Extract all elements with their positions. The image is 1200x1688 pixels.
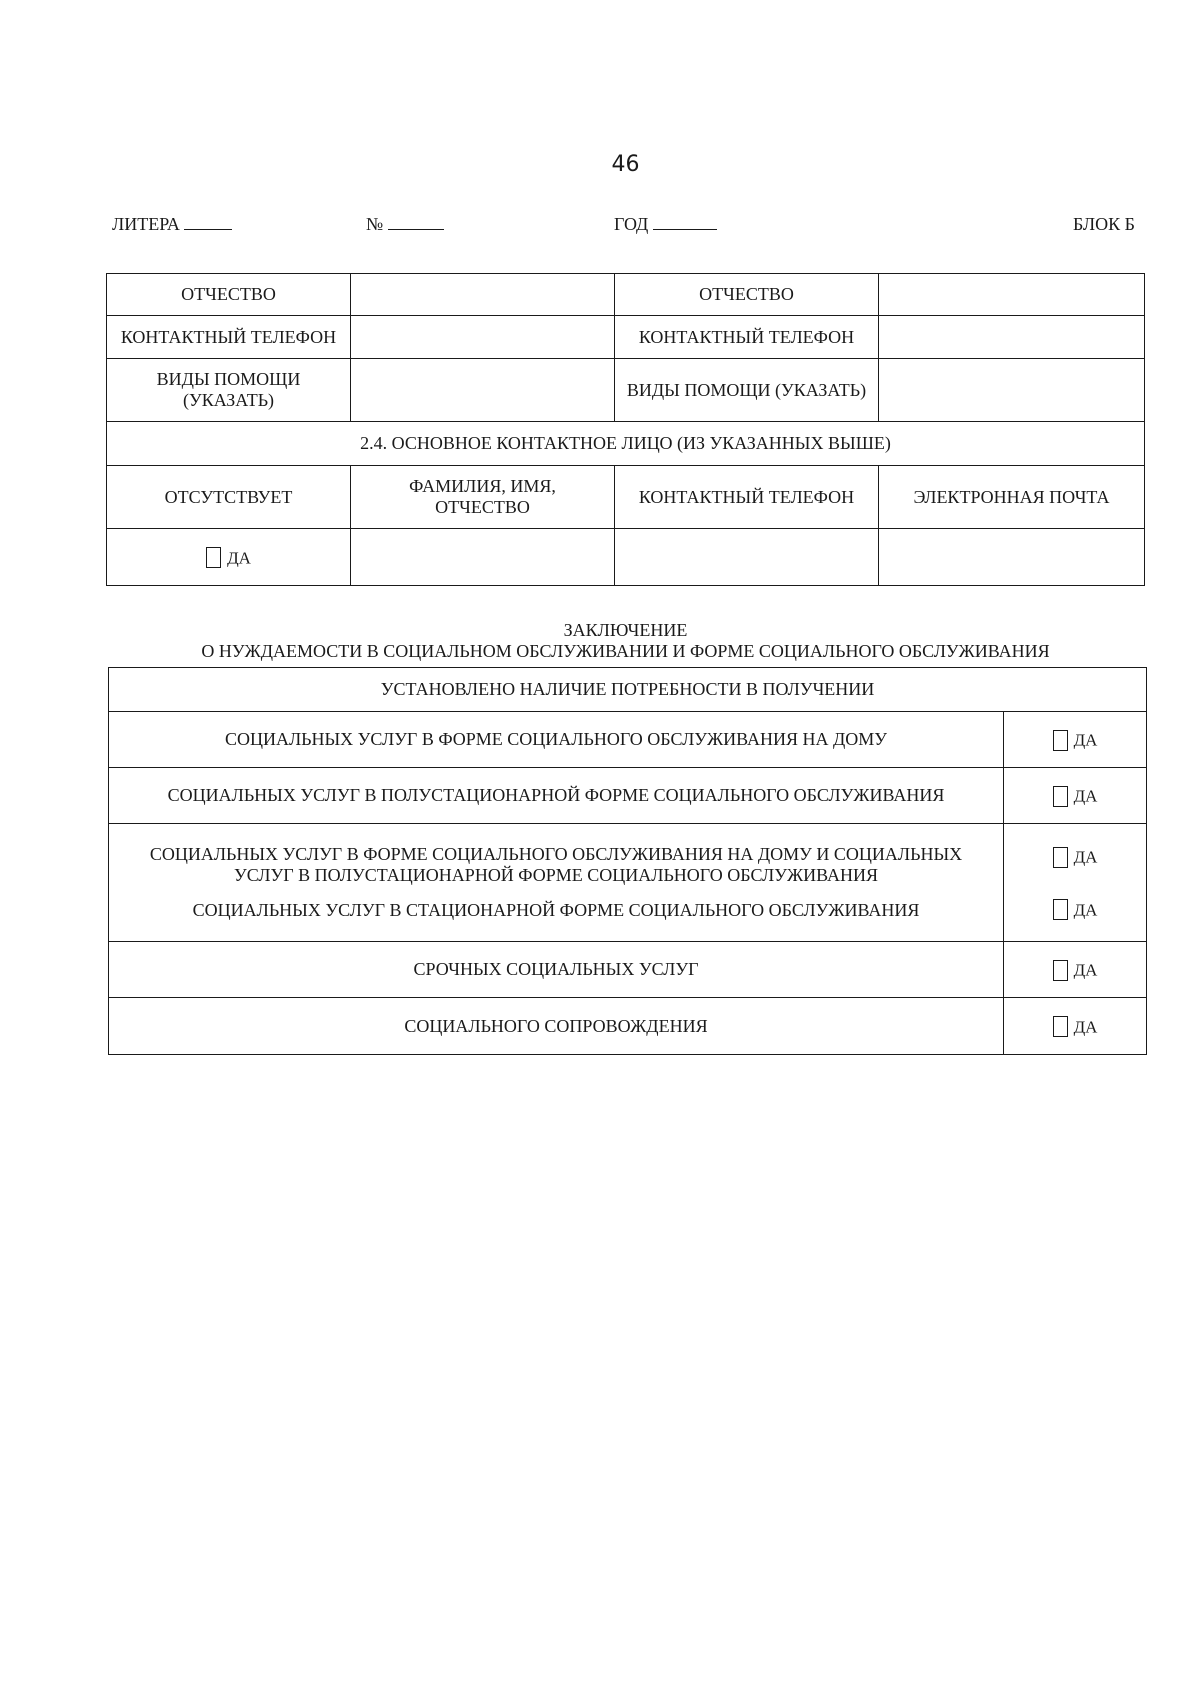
service-item-group — [109, 824, 1004, 942]
patronymic-label-left: ОТЧЕСТВО — [107, 274, 351, 316]
main-contact-header: 2.4. ОСНОВНОЕ КОНТАКТНОЕ ЛИЦО (ИЗ УКАЗАННЫХ ВЫШЕ) — [107, 422, 1145, 466]
number-field — [366, 214, 444, 235]
patronymic-input-left[interactable] — [351, 274, 615, 316]
urgent-service-checkbox[interactable] — [1053, 960, 1068, 981]
help-types-input-left[interactable] — [351, 359, 615, 422]
help-types-label-right: ВИДЫ ПОМОЩИ (УКАЗАТЬ) — [615, 359, 879, 422]
checkbox-cell — [1004, 942, 1147, 998]
column-absent: ОТСУТСТВУЕТ — [107, 466, 351, 529]
phone-input-left[interactable] — [351, 316, 615, 359]
table-row — [107, 529, 1145, 586]
phone-input-right[interactable] — [879, 316, 1145, 359]
table-row — [107, 316, 1145, 359]
column-full-name: ФАМИЛИЯ, ИМЯ, ОТЧЕСТВО — [351, 466, 615, 529]
table-row — [107, 422, 1145, 466]
help-types-input-right[interactable] — [879, 359, 1145, 422]
column-phone: КОНТАКТНЫЙ ТЕЛЕФОН — [615, 466, 879, 529]
service-item: СОЦИАЛЬНОГО СОПРОВОЖДЕНИЯ — [109, 998, 1004, 1055]
checkbox-cell — [1004, 824, 1147, 942]
absent-checkbox-cell — [107, 529, 351, 586]
year-blank[interactable] — [653, 214, 717, 230]
table-row — [107, 466, 1145, 529]
year-field — [614, 214, 717, 235]
table-row — [109, 712, 1147, 768]
stationary-checkbox[interactable] — [1053, 899, 1068, 920]
service-item: СОЦИАЛЬНЫХ УСЛУГ В ФОРМЕ СОЦИАЛЬНОГО ОБСЛУЖИВАНИЯ НА ДОМУ — [109, 712, 1004, 768]
semi-stationary-checkbox[interactable] — [1053, 786, 1068, 807]
contacts-table — [106, 273, 1145, 586]
block-label: БЛОК Б — [1073, 214, 1135, 234]
checkbox-cell — [1004, 712, 1147, 768]
table-row — [107, 359, 1145, 422]
help-types-label-left: ВИДЫ ПОМОЩИ (УКАЗАТЬ) — [107, 359, 351, 422]
phone-label-left: КОНТАКТНЫЙ ТЕЛЕФОН — [107, 316, 351, 359]
checkbox-label: ДА — [1073, 847, 1098, 867]
year-label: ГОД — [614, 214, 649, 234]
table-row — [109, 942, 1147, 998]
litera-blank[interactable] — [184, 214, 232, 230]
checkbox-label: ДА — [1073, 899, 1098, 919]
conclusion-title-line1: ЗАКЛЮЧЕНИЕ — [563, 620, 688, 640]
checkbox-label: ДА — [1073, 786, 1098, 806]
absent-checkbox[interactable] — [206, 547, 221, 568]
litera-label: ЛИТЕРА — [112, 214, 180, 234]
home-service-checkbox[interactable] — [1053, 730, 1068, 751]
table-row — [109, 998, 1147, 1055]
patronymic-input-right[interactable] — [879, 274, 1145, 316]
number-label: № — [366, 214, 384, 234]
phone-label-right: КОНТАКТНЫЙ ТЕЛЕФОН — [615, 316, 879, 359]
checkbox-cell — [1004, 768, 1147, 824]
combined-service-checkbox[interactable] — [1053, 847, 1068, 868]
phone-input[interactable] — [615, 529, 879, 586]
page-number: 46 — [611, 152, 640, 177]
conclusion-table-header: УСТАНОВЛЕНО НАЛИЧИЕ ПОТРЕБНОСТИ В ПОЛУЧЕНИИ — [109, 668, 1147, 712]
checkbox-cell — [1004, 998, 1147, 1055]
table-row — [109, 768, 1147, 824]
service-item: СОЦИАЛЬНЫХ УСЛУГ В ПОЛУСТАЦИОНАРНОЙ ФОРМЕ СОЦИАЛЬНОГО ОБСЛУЖИВАНИЯ — [109, 768, 1004, 824]
litera-field — [112, 214, 232, 235]
number-blank[interactable] — [388, 214, 444, 230]
service-item: СОЦИАЛЬНЫХ УСЛУГ В ФОРМЕ СОЦИАЛЬНОГО ОБСЛУЖИВАНИЯ НА ДОМУ И СОЦИАЛЬНЫХ УСЛУГ В ПОЛУСТАЦИОНАРНОЙ ФОРМЕ СОЦИАЛЬНОГО ОБСЛУЖИВАНИЯ — [149, 844, 963, 885]
checkbox-label: ДА — [1073, 960, 1098, 980]
checkbox-label: ДА — [1073, 730, 1098, 750]
social-support-checkbox[interactable] — [1053, 1016, 1068, 1037]
table-row — [109, 824, 1147, 942]
table-row — [109, 668, 1147, 712]
column-email: ЭЛЕКТРОННАЯ ПОЧТА — [879, 466, 1145, 529]
checkbox-label: ДА — [1073, 1017, 1098, 1037]
table-row — [107, 274, 1145, 316]
conclusion-title — [0, 620, 1200, 662]
service-item: СОЦИАЛЬНЫХ УСЛУГ В СТАЦИОНАРНОЙ ФОРМЕ СОЦИАЛЬНОГО ОБСЛУЖИВАНИЯ — [192, 900, 920, 920]
full-name-input[interactable] — [351, 529, 615, 586]
conclusion-table — [108, 667, 1147, 1055]
email-input[interactable] — [879, 529, 1145, 586]
spacer — [113, 886, 999, 900]
patronymic-label-right: ОТЧЕСТВО — [615, 274, 879, 316]
conclusion-title-line2: О НУЖДАЕМОСТИ В СОЦИАЛЬНОМ ОБСЛУЖИВАНИИ И ФОРМЕ СОЦИАЛЬНОГО ОБСЛУЖИВАНИЯ — [201, 641, 1050, 661]
service-item: СРОЧНЫХ СОЦИАЛЬНЫХ УСЛУГ — [109, 942, 1004, 998]
absent-checkbox-label: ДА — [227, 548, 251, 568]
